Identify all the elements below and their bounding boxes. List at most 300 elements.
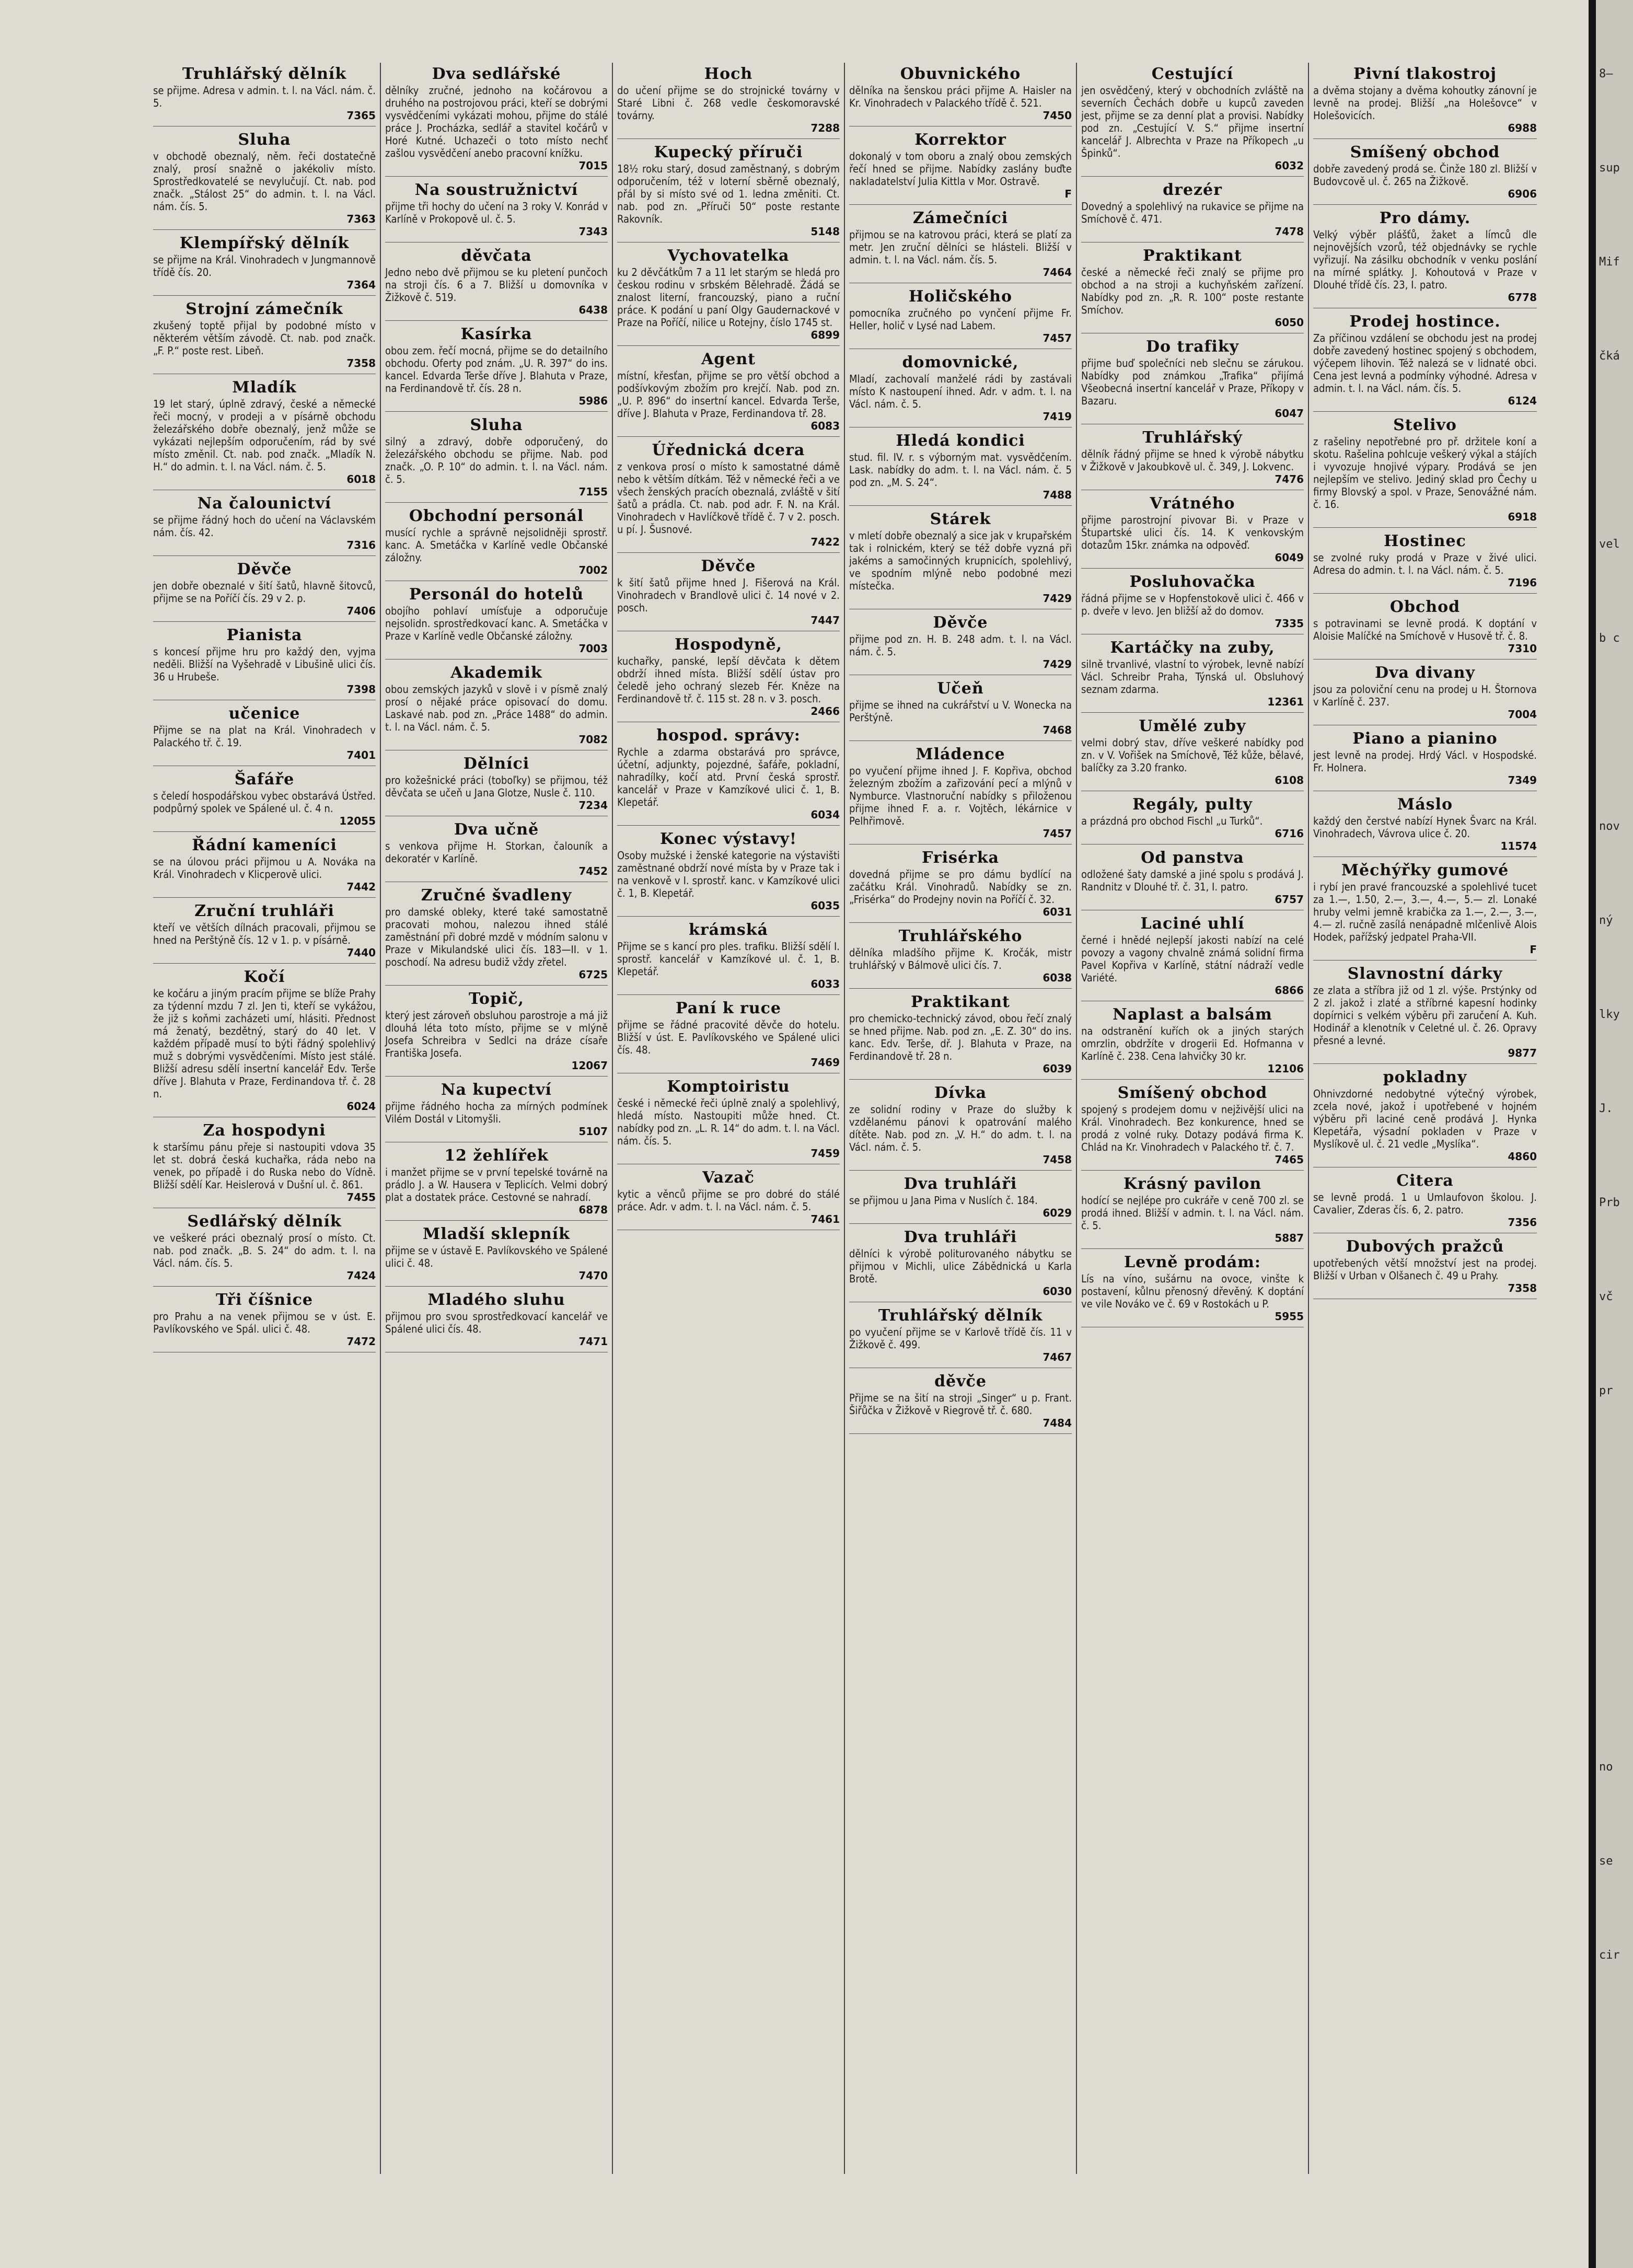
ad-body-text: přijme se ihned na cukrářství u V. Wonecka na Perštýně. <box>849 699 1072 724</box>
ad-number: 6024 <box>346 1100 376 1113</box>
ad-number: 6918 <box>1508 511 1537 523</box>
ad-number: 7316 <box>346 539 376 551</box>
ad-heading: Truhlářského <box>898 927 1023 945</box>
ad-number: 6039 <box>1043 1062 1072 1075</box>
ad-body-text: kuchařky, panské, lepší děvčata k dětem obdrží ihned místa. Bližší sdělí ústav pro čeledě jeho ochraný slezeb Fér. Kněze na Ferdinandově tř. č. 115 st. 28 n. v 3. posch. <box>617 655 840 705</box>
ad-number: 6988 <box>1508 122 1537 134</box>
classified-ad <box>1081 245 1304 333</box>
ad-number: 7470 <box>578 1269 608 1282</box>
classified-ad <box>385 583 608 659</box>
ad-heading: Umělé zuby <box>1139 717 1246 735</box>
classified-columns <box>149 63 1542 2174</box>
adjacent-page-fragment: b c <box>1599 632 1620 645</box>
classified-ad <box>617 919 840 995</box>
ad-body-text: ke kočáru a jiným pracím přijme se blíže Prahy za týdenní mzdu 7 zl. Jen ti, kteří se vykážou, že již s koňmi zacházeti umí, hlásiti. Přednost má ženatý, bezdětný, starý do 40 let. V každém případě musí to býti řádný spolehlivý muž s dobrými vysvědčeními. Místo jest stálé. Bližší adresu sdělí insertní kancelář Edv. Terše dříve J. Blahuta v Praze, Ferdinandova tř. č. 28 n. <box>153 987 376 1100</box>
ad-heading: Úřednická dcera <box>652 441 805 459</box>
ad-heading: Regály, pulty <box>1132 795 1253 814</box>
ad-heading: Vazač <box>702 1168 755 1187</box>
ad-body-text: musící rychle a správně nejsolidněji sprostř. kanc. A. Smetáčka v Karlíně vedle Občanské záložny. <box>385 526 608 564</box>
ad-body-text: pro chemicko-technický závod, obou řečí znalý se hned přijme. Nab. pod zn. „E. Z. 30“ do ins. kanc. Edv. Terše, dř. J. Blahuta v Praze, na Ferdinandově tř. 28 n. <box>849 1012 1072 1062</box>
ad-number: 6124 <box>1508 395 1537 407</box>
ad-body-text: české a německé řeči znalý se přijme pro obchod a na stroji a kuchyňském zařízení. Nabídky pod zn. „R. R. 100“ poste restante Smíchov. <box>1081 266 1304 316</box>
ad-heading: Dva divany <box>1375 664 1475 682</box>
adjacent-page-fragment: čká <box>1599 350 1620 363</box>
ad-number: 7288 <box>810 122 840 134</box>
classified-ad <box>617 245 840 346</box>
classified-ad <box>1081 1173 1304 1249</box>
ad-heading: Prodej hostince. <box>1349 313 1501 331</box>
classified-ad <box>385 662 608 750</box>
adjacent-page-fragment: vč <box>1599 1290 1613 1303</box>
ad-body-text: Přijme se na plat na Král. Vinohradech v Palackého tř. č. 19. <box>153 724 376 749</box>
ad-column-3 <box>613 63 845 2174</box>
ad-body-text: Velký výběr plášťů, žaket a límců dle nejnovějších vzorů, též objednávky se rychle vyřizují. Na zásilku obchodník v venku poslání na mírné splátky. J. Kohoutová v Praze v Dlouhé třídě čís. 23, I. patro. <box>1313 228 1537 291</box>
classified-ad <box>1313 207 1537 308</box>
ad-body-text: v mletí dobře obeznalý a sice jak v krupařském tak i rolnickém, který se též dobře vyzná při jakéms a samočinných krupnicích, spolehlivý, ve spodním mlýně nebo podobné mezi místečka. <box>849 529 1072 592</box>
classified-ad <box>153 492 376 556</box>
ad-number: 2466 <box>810 705 840 718</box>
ad-body-text: se levně prodá. 1 u Umlaufovon školou. J. Cavalier, Zderas čís. 6, 2. patro. <box>1313 1191 1537 1216</box>
ad-body-text: i rybí jen pravé francouzské a spolehlivé tucet za 1.—, 1.50, 2.—, 3.—, 4.—, 5.— zl. Lonaké hruby velmi jemně krabička za 1.—, 2.—, 3.—, 4.— zl. ručně zasílá nenápadně mlčenlivě Alois Hodek, pařížský jedpatel Praha-VII. <box>1313 881 1537 943</box>
ad-body-text: obou zem. řečí mocná, přijme se do detailního obchodu. Oferty pod znám. „U. R. 397“ do ins. kancel. Edvarda Terše dříve J. Blahuta v Praze, na Ferdinandově tř. čís. 28 n. <box>385 344 608 395</box>
ad-number: 5955 <box>1275 1310 1304 1323</box>
adjacent-page-fragment: ný <box>1599 914 1613 927</box>
ad-heading: drezér <box>1163 181 1222 199</box>
classified-ad <box>849 207 1072 283</box>
ad-body-text: dělníky zručné, jednoho na kočárovou a druhého na postrojovou práci, kteří se dobrými vysvědčeními vykázati mohou, přijme do stálé práce J. Procházka, sedlář a stavitel kočárů v Horé Kutné. Uchazeči o toto místo nechť zašlou vysvědčení anebo pracovní knížku. <box>385 84 608 159</box>
ad-heading: Dva sedlářské <box>432 65 561 83</box>
ad-body-text: přijme buď společníci neb slečnu se zárukou. Nabídky pod známkou „Trafika“ přijímá Všeobecná insertní kancelář v Praze, Příkopy v Bazaru. <box>1081 357 1304 407</box>
ad-heading: Klempířský dělník <box>179 234 350 252</box>
classified-ad <box>385 505 608 581</box>
ad-heading: Od panstva <box>1141 849 1244 867</box>
ad-heading: Vychovatelka <box>667 247 790 265</box>
ad-number: 7365 <box>346 109 376 122</box>
classified-ad <box>1081 1251 1304 1327</box>
classified-ad <box>849 1173 1072 1224</box>
ad-number: 7358 <box>1508 1282 1537 1294</box>
ad-heading: Truhlářský dělník <box>878 1306 1043 1325</box>
classified-ad <box>1313 414 1537 528</box>
classified-ad <box>385 414 608 503</box>
ad-body-text: stud. fil. IV. r. s výborným mat. vysvědčením. Lask. nabídky do adm. t. l. na Václ. nám. č. 5 pod zn. „M. S. 24“. <box>849 451 1072 489</box>
adjacent-page-fragment: no <box>1599 1761 1613 1774</box>
ad-heading: Máslo <box>1397 795 1453 814</box>
ad-number: 7422 <box>810 536 840 548</box>
classified-ad <box>1081 63 1304 177</box>
ad-number: 7450 <box>1043 109 1072 122</box>
ad-body-text: odložené šaty damské a jiné spolu s prodává J. Randnitz v Dlouhé tř. č. 31, I. patro. <box>1081 868 1304 893</box>
ad-body-text: pomocníka zručného po vynčení přijme Fr. Heller, holič v Lysé nad Labem. <box>849 307 1072 332</box>
ad-body-text: přijme se v ústavě E. Pavlíkovského ve Spálené ulici č. 48. <box>385 1244 608 1269</box>
ad-body-text: dělník řádný přijme se hned k výrobě nábytku v Žižkově v Jakoubkově ul. č. 349, J. Lokvenc. <box>1081 448 1304 473</box>
ad-body-text: velmi dobrý stav, dříve veškeré nabídky pod zn. v V. Vořišek na Smíchově, Též kůže, bělavé, balíčky za 3.20 franko. <box>1081 736 1304 774</box>
ad-heading: učenice <box>228 704 300 723</box>
ad-heading: Obchod <box>1389 598 1461 616</box>
ad-heading: Dívka <box>934 1084 987 1102</box>
ad-number: 6906 <box>1508 188 1537 200</box>
ad-heading: Hoch <box>704 65 753 83</box>
classified-ad <box>1313 662 1537 725</box>
ad-body-text: dělníci k výrobě politurovaného nábytku se přijmou v Michli, ulice Zábědnická u Karla Brotě. <box>849 1247 1072 1285</box>
classified-ad <box>617 1166 840 1230</box>
ad-heading: Obchodní personál <box>409 507 584 525</box>
ad-number: 7478 <box>1275 225 1304 238</box>
classified-ad <box>1313 1170 1537 1233</box>
classified-ad <box>849 508 1072 609</box>
ad-number: 6725 <box>578 968 608 981</box>
ad-number: 7082 <box>578 733 608 746</box>
adjacent-page-fragment: lky <box>1599 1008 1620 1021</box>
ad-heading: Šafáře <box>234 770 295 789</box>
classified-ad <box>1313 141 1537 205</box>
classified-ad <box>1081 335 1304 424</box>
classified-ad <box>849 991 1072 1080</box>
classified-ad <box>385 1223 608 1287</box>
classified-ad <box>153 900 376 964</box>
ad-body-text: a dvěma stojany a dvěma kohoutky zánovní je levně na prodej. Bližší „na Holešovce“ v Holešovicích. <box>1313 84 1537 122</box>
ad-number: 7458 <box>1043 1153 1072 1166</box>
ad-heading: Truhlářský dělník <box>182 65 347 83</box>
ad-heading: Mladík <box>232 378 297 397</box>
classified-ad <box>153 1119 376 1208</box>
ad-body-text: i manžet přijme se v první tepelské továrně na prádlo J. a W. Hausera v Teplicích. Velmi dobrý plat a dostatek práce. Cestovné se nahradí. <box>385 1166 608 1204</box>
ad-number: 7429 <box>1043 658 1072 670</box>
ad-number: 7406 <box>346 605 376 617</box>
ad-number: 7467 <box>1043 1351 1072 1363</box>
ad-body-text: se přijme na Král. Vinohradech v Jungmannově třídě čís. 20. <box>153 253 376 279</box>
ad-body-text: se přijme. Adresa v admin. t. l. na Václ. nám. č. 5. <box>153 84 376 109</box>
ad-body-text: pro damské obleky, které také samostatně pracovati mohou, nalezou ihned stálé zaměstnání při dobré mzdě v módním salonu v Praze v Mikulandské ulici čís. 183—II. v 1. poschodí. Na adresu budiž vždy zřetel. <box>385 906 608 968</box>
adjacent-page-fragment: pr <box>1599 1384 1613 1397</box>
ad-number: 7356 <box>1508 1216 1537 1229</box>
ad-number: 7003 <box>578 642 608 655</box>
ad-column-1 <box>149 63 381 2174</box>
ad-heading: Laciné uhlí <box>1140 915 1245 933</box>
classified-ad <box>1081 571 1304 634</box>
classified-ad <box>1313 859 1537 961</box>
ad-number: 7459 <box>810 1147 840 1160</box>
ad-number: 7004 <box>1508 708 1537 721</box>
ad-heading: Frisérka <box>922 849 999 867</box>
ad-column-4 <box>845 63 1077 2174</box>
classified-ad <box>1313 63 1537 139</box>
ad-heading: Slavnostní dárky <box>1347 965 1503 983</box>
ad-body-text: dovedná přijme se pro dámu bydlící na začátku Král. Vinohradů. Nabídky se zn. „Frisérka“ do Prodejny novin na Poříčí č. 32. <box>849 868 1072 906</box>
classified-ad <box>1081 793 1304 844</box>
ad-heading: Topič, <box>469 990 524 1008</box>
ad-heading: děvče <box>934 1372 987 1391</box>
classified-ad <box>1313 963 1537 1064</box>
ad-number: 12361 <box>1267 696 1304 708</box>
ad-number: 7310 <box>1508 642 1537 655</box>
ad-body-text: v obchodě obeznalý, něm. řeči dostatečně znalý, prosí snažně o jakékoliv místo. Sprostředkovatelé se nevylučují. Ct. nab. pod značk. „Stálost 25“ do admin. t. l. na Václ. nám. čís. 5. <box>153 150 376 213</box>
classified-ad <box>153 63 376 126</box>
classified-ad <box>1081 715 1304 791</box>
classified-ad <box>617 555 840 631</box>
ad-number: 7155 <box>578 485 608 498</box>
ad-number: 6866 <box>1275 984 1304 997</box>
ad-body-text: černé i hnědé nejlepší jakosti nabízí na celé povozy a vagony chvalně známá solidní firma Pavel Kopřiva v Karlíně, státní nádraží vedle Variété. <box>1081 934 1304 984</box>
ad-heading: pokladny <box>1383 1068 1467 1086</box>
classified-ad <box>1313 1235 1537 1299</box>
ad-number: 7363 <box>346 213 376 225</box>
classified-ad <box>1313 1066 1537 1167</box>
ad-body-text: dokonalý v tom oboru a znalý obou zemských řečí hned se přijme. Nabídky zaslány buďte nakladatelství Julia Kittla v Mor. Ostravě. <box>849 150 1072 188</box>
ad-body-text: jest levně na prodej. Hrdý Václ. v Hospodské. Fr. Holnera. <box>1313 749 1537 774</box>
ad-body-text: se na úlovou práci přijmou u A. Nováka na Král. Vinohradech v Klicperově ulici. <box>153 855 376 881</box>
ad-heading: Na čalounictví <box>197 494 332 513</box>
ad-body-text: pro Prahu a na venek přijmou se v úst. E. Pavlíkovského ve Spál. ulici č. 48. <box>153 1310 376 1335</box>
ad-heading: Komptoiristu <box>667 1078 790 1096</box>
ad-number: 7452 <box>578 865 608 877</box>
ad-body-text: Jedno nebo dvě přijmou se ku pletení punčoch na stroji čís. 6 a 7. Bližší u domovníka v Žižkově č. 519. <box>385 266 608 304</box>
ad-heading: Personál do hotelů <box>409 585 584 604</box>
ad-heading: Řádní kameníci <box>192 836 337 854</box>
ad-number: 6778 <box>1508 291 1537 304</box>
classified-ad <box>153 1210 376 1287</box>
ad-body-text: na odstranění kuřích ok a jiných starých omrzlin, obdržíte v drogerii Ed. Hofmanna v Karlíně č. 238. Cena lahvičky 30 kr. <box>1081 1025 1304 1062</box>
adjacent-page-fragment: J. <box>1599 1102 1613 1115</box>
ad-heading: Konec výstavy! <box>659 830 797 848</box>
ad-body-text: jsou za poloviční cenu na prodej u H. Štornova v Karlíně č. 237. <box>1313 683 1537 708</box>
classified-ad <box>849 430 1072 506</box>
ad-number: 7484 <box>1043 1417 1072 1429</box>
ad-number: 6108 <box>1275 774 1304 786</box>
classified-ad <box>617 439 840 553</box>
classified-ad <box>153 834 376 898</box>
ad-heading: domovnické, <box>902 353 1019 372</box>
ad-body-text: který jest zároveň obsluhou parostroje a má již dlouhá léta toto místo, přijme se v mlýně Josefa Schreibra v Sedlci na dráze císaře Františka Josefa. <box>385 1009 608 1059</box>
ad-body-text: s venkova přijme H. Storkan, čalouník a dekoratér v Karlíně. <box>385 840 608 865</box>
ad-heading: Hostinec <box>1384 532 1466 550</box>
classified-ad <box>1081 1003 1304 1080</box>
classified-ad <box>849 1226 1072 1302</box>
classified-ad <box>617 997 840 1073</box>
ad-number: F <box>1530 943 1537 956</box>
classified-ad <box>153 966 376 1117</box>
ad-number: 5887 <box>1275 1232 1304 1244</box>
ad-body-text: z venkova prosí o místo k samostatné dámě nebo k větším dítkám. Též v německé řeči a ve všech ženských pracích obeznalá, zvláště v šití šatů a prádla. Ct. nab. pod adr. F. N. na Král. Vinohradech v Havlíčkově třídě č. 7 v 2. posch. u pí. J. Šusnové. <box>617 460 840 536</box>
ad-body-text: po vyučení přijme se v Karlově třídě čís. 11 v Žižkově č. 499. <box>849 1326 1072 1351</box>
ad-body-text: a prázdná pro obchod Fischl „u Turků“. <box>1081 815 1263 827</box>
ad-number: 11574 <box>1500 840 1537 852</box>
classified-ad <box>849 925 1072 989</box>
ad-body-text: se zvolné ruky prodá v Praze v živé ulici. Adresa do admin. t. l. na Václ. nám. č. 5. <box>1313 551 1537 576</box>
ad-heading: Piano a pianino <box>1352 730 1498 748</box>
ad-number: 6047 <box>1275 407 1304 420</box>
ad-heading: Krásný pavilon <box>1123 1175 1262 1193</box>
classified-ad <box>153 768 376 832</box>
classified-ad <box>849 285 1072 349</box>
ad-body-text: dělníka mladšího přijme K. Kročák, mistr truhlářský v Bálmově ulici čís. 7. <box>849 946 1072 971</box>
ad-heading: Děvče <box>237 560 292 578</box>
ad-body-text: kytic a věnců přijme se pro dobré do stálé práce. Adr. v adm. t. l. na Václ. nám. č. 5. <box>617 1188 840 1213</box>
ad-body-text: 19 let starý, úplně zdravý, české a německé řeči mocný, v prodeji a v písárně obchodu železářského dobře obeznalý, jenž může se vykázati nejlepším odporučením, rád by své místo změnil. Ct. nab. pod značk. „Mladík N. H.“ do admin. t. l. na Václ. nám. č. 5. <box>153 398 376 473</box>
ad-number: 7464 <box>1043 266 1072 279</box>
ad-heading: děvčata <box>461 247 532 265</box>
ad-heading: Pivní tlakostroj <box>1353 65 1497 83</box>
ad-body-text: obou zemských jazyků v slově i v písmě znalý prosí o nějaké práce opisovací do domu. Laskavé nab. pod zn. „Práce 1488“ do admin. t. l. na Václ. nám. č. 5. <box>385 683 608 733</box>
ad-number: 7364 <box>346 279 376 291</box>
ad-heading: Zruční truhláři <box>194 902 334 920</box>
ad-number: 7419 <box>1043 410 1072 423</box>
ad-number: 6038 <box>1043 971 1072 984</box>
ad-body-text: jen dobře obeznalé v šití šatů, hlavně šitovců, přijme se na Poříčí čís. 29 v 2. p. <box>153 580 376 605</box>
ad-body-text: z rašeliny nepotřebné pro př. držitele koní a skotu. Rašelina pohlcuje veškerý výkal a stájích i vyvozuje hnojivé výpary. Prodává se jen nejlepším ve stelivo. Jediný sklad pro Čechy u firmy Blovský a spol. v Praze, Senovážné nám. č. 16. <box>1313 435 1537 511</box>
ad-body-text: Mladí, zachovalí manželé rádi by zastávali místo K nastoupení ihned. Adr. v adm. t. l. na Václ. nám. č. 5. <box>849 373 1072 410</box>
classified-ad <box>153 232 376 296</box>
binding-gutter <box>1589 0 1596 2268</box>
ad-number: 6049 <box>1275 551 1304 564</box>
ad-body-text: Přijme se na šití na stroji „Singer“ u p. Frant. Šiřůčka v Žižkově v Riegrově tř. č. 680. <box>849 1392 1072 1417</box>
classified-ad <box>153 702 376 766</box>
ad-number: 7457 <box>1043 332 1072 344</box>
classified-ad <box>617 63 840 139</box>
adjacent-page-fragment: nov <box>1599 820 1620 833</box>
ad-body-text: Ohnivzdorné nedobytné výtečný výrobek, zcela nové, jakož i upotřebené v hojném výběru při laciné ceně prodává J. Hynka Klepetářa, výsadní pokladen v Praze v Myslíkově ul. č. 21 vedle „Myslíka“. <box>1313 1087 1537 1150</box>
classified-ad <box>1313 596 1537 659</box>
ad-column-6 <box>1309 63 1541 2174</box>
classified-ad <box>385 245 608 321</box>
classified-ad <box>1313 793 1537 857</box>
classified-ad <box>849 847 1072 923</box>
ad-number: 7234 <box>578 799 608 812</box>
ad-heading: Na kupectví <box>441 1081 552 1099</box>
ad-heading: Stárek <box>930 510 991 528</box>
ad-heading: Učeň <box>937 679 984 698</box>
ad-number: 6438 <box>578 304 608 316</box>
classified-ad <box>617 633 840 722</box>
ad-number: 6029 <box>1043 1207 1072 1219</box>
ad-heading: Truhlářský <box>1142 429 1243 447</box>
ad-number: 6030 <box>1043 1285 1072 1298</box>
ad-heading: Paní k ruce <box>675 999 782 1017</box>
ad-number: 7002 <box>578 564 608 576</box>
ad-number: 7015 <box>578 159 608 172</box>
classified-ad <box>849 677 1072 741</box>
ad-number: 7461 <box>810 1213 840 1225</box>
ad-heading: Dubových pražců <box>1346 1237 1504 1256</box>
ad-number: F <box>1064 188 1072 200</box>
ad-number: 6757 <box>1275 893 1304 906</box>
classified-ad <box>1081 912 1304 1001</box>
classified-ad <box>849 129 1072 205</box>
ad-body-text: každý den čerstvé nabízí Hynek Švarc na Král. Vinohradech, Vávrova ulice č. 20. <box>1313 815 1537 840</box>
ad-body-text: řádná přijme se v Hopfenstokově ulici č. 466 v p. dveře v levo. Jen bližší až do domov. <box>1081 592 1304 617</box>
ad-body-text: Za příčinou vzdálení se obchodu jest na prodej dobře zavedený hostinec spojený s obchodem, výčepem lihovin. Též nalezá se v lidnaté obci. Cena jest levná a podmínky výhodné. Adresa v admin. t. l. na Václ. nám. čís. 5. <box>1313 332 1537 395</box>
ad-column-2 <box>381 63 613 2174</box>
ad-heading: Zámečníci <box>912 209 1009 227</box>
ad-number: 6033 <box>810 978 840 990</box>
classified-ad <box>617 1075 840 1164</box>
classified-ad <box>849 611 1072 675</box>
ad-number: 6032 <box>1275 159 1304 172</box>
ad-body-text: dobře zavedený prodá se. Činže 180 zl. Bližší v Budovcově ul. č. 265 na Žižkově. <box>1313 163 1537 188</box>
ad-heading: krámská <box>689 921 768 939</box>
ad-number: 7465 <box>1275 1153 1304 1166</box>
ad-number: 7358 <box>346 357 376 369</box>
ad-number: 6035 <box>810 899 840 912</box>
classified-ad <box>617 724 840 826</box>
classified-ad <box>1313 727 1537 791</box>
ad-number: 5107 <box>578 1125 608 1138</box>
ad-body-text: přijmou pro svou sprostředkovací kancelář ve Spálené ulici čís. 48. <box>385 1310 608 1335</box>
ad-body-text: dělníka na šenskou práci přijme A. Haisler na Kr. Vinohradech v Palackého třídě č. 521. <box>849 84 1072 109</box>
ad-heading: Dva truhláři <box>904 1175 1017 1193</box>
ad-heading: Cestující <box>1151 65 1234 83</box>
classified-ad <box>385 818 608 882</box>
classified-ad <box>617 141 840 242</box>
classified-ad <box>849 1082 1072 1171</box>
ad-heading: Pro dámy. <box>1379 209 1471 227</box>
ad-body-text: přijme tři hochy do učení na 3 roky V. Konrád v Karlíně v Prokopově ul. č. 5. <box>385 200 608 225</box>
ad-body-text: ze solidní rodiny v Praze do služby k vzdělanému pánovi k opatrování malého dítěte. Nab. pod zn. „V. H.“ do adm. t. l. na Václ. nám. č. 5. <box>849 1103 1072 1153</box>
ad-heading: Dělníci <box>463 755 530 773</box>
ad-number: 7398 <box>346 683 376 696</box>
ad-body-text: ve veškeré práci obeznalý prosí o místo. Ct. nab. pod značk. „B. S. 24“ do adm. t. l. na Václ. nám. čís. 5. <box>153 1232 376 1269</box>
ad-body-text: Rychle a zdarma obstarává pro správce, účetní, adjunkty, pojezdné, šafáře, pokladní, nahradílky, kočí atd. První česká sprostř. kancelář v Praze v Kamzíkové ulici č. 1, B. Klepetář. <box>617 746 840 808</box>
ad-body-text: přijme se řádné pracovité děvče do hotelu. Bližší v úst. E. Pavlíkovského ve Spálené ulici čís. 48. <box>617 1019 840 1056</box>
ad-number: 7424 <box>346 1269 376 1282</box>
classified-ad <box>385 323 608 412</box>
ad-body-text: s potravinami se levně prodá. K doptání v Aloisie Malíčké na Smíchově v Husově tř. č. 8. <box>1313 617 1537 642</box>
ad-body-text: české i německé řeči úplně znalý a spolehlivý, hledá místo. Nastoupiti může hned. Ct. nabídky pod zn. „L. R. 14“ do adm. t. l. na Václ. nám. čís. 5. <box>617 1097 840 1147</box>
ad-heading: Kočí <box>244 968 285 986</box>
ad-number: 5986 <box>578 395 608 407</box>
ad-number: 6031 <box>1043 906 1072 918</box>
ad-heading: Agent <box>701 350 756 368</box>
ad-body-text: silný a zdravý, dobře odporučený, do železářského obchodu se přijme. Nab. pod značk. „O. P. 10“ do admin. t. l. na Václ. nám. č. 5. <box>385 435 608 485</box>
ad-number: 7468 <box>1043 724 1072 736</box>
ad-heading: Mladého sluhu <box>427 1291 565 1309</box>
ad-number: 12055 <box>339 815 376 827</box>
ad-number: 6083 <box>810 420 840 432</box>
ad-body-text: Lís na víno, sušárnu na ovoce, vinšte k postavení, kůlnu přenosný dřevěný. K doptání ve vile Nováko ve č. 69 v Rostokách u P. <box>1081 1272 1304 1310</box>
ad-heading: Smíšený obchod <box>1350 143 1500 161</box>
ad-body-text: přijme pod zn. H. B. 248 adm. t. l. na Václ. nám. č. 5. <box>849 633 1072 658</box>
classified-ad <box>153 376 376 490</box>
ad-heading: Posluhovačka <box>1129 573 1256 591</box>
ad-heading: Sluha <box>470 416 523 434</box>
ad-heading: Stelivo <box>1393 416 1457 434</box>
ad-number: 7455 <box>346 1191 376 1204</box>
ad-heading: Korrektor <box>914 131 1006 149</box>
ad-heading: Kasírka <box>460 325 532 343</box>
ad-number: 12106 <box>1267 1062 1304 1075</box>
ad-body-text: pro kožešnické práci (toboľky) se přijmou, též děvčata se učeň u Jana Glotze, Nusle č. 110. <box>385 774 608 799</box>
classified-ad <box>617 348 840 437</box>
ad-body-text: Osoby mužské i ženské kategorie na výstavišti zaměstnané obdrží nové místa by v Praze tak i na venkově v I. sprostř. kanc. v Kamzíkové ulici č. 1, B. Klepetář. <box>617 849 840 899</box>
ad-body-text: upotřebených větší množství jest na prodej. Bližší v Urban v Olšanech č. 49 u Prahy. <box>1313 1257 1537 1282</box>
ad-heading: hospod. správy: <box>656 726 801 745</box>
classified-ad <box>1313 310 1537 412</box>
ad-heading: Sedlářský dělník <box>187 1212 342 1231</box>
ad-number: 7429 <box>1043 592 1072 605</box>
ad-number: 12067 <box>571 1059 608 1072</box>
ad-body-text: přijme řádného hocha za mírných podmínek Vilém Dostál v Litomyšli. <box>385 1100 608 1125</box>
ad-number: 6716 <box>1275 827 1304 840</box>
ad-number: 7447 <box>810 614 840 627</box>
adjacent-page-fragment: sup <box>1599 161 1620 175</box>
ad-number: 6878 <box>578 1204 608 1216</box>
classified-ad <box>617 828 840 917</box>
adjacent-page-fragment: 8— <box>1599 67 1613 80</box>
ad-body-text: k staršímu pánu přeje si nastoupiti vdova 35 let st. dobrá česká kuchařka, ráda nebo na venek, po případě i do Ruska nebo do Vídně. Bližší sdělí Kar. Heislerová v Dušní ul. č. 861. <box>153 1141 376 1191</box>
ad-heading: Hledá kondici <box>896 432 1025 450</box>
ad-heading: Citera <box>1396 1172 1454 1190</box>
classified-ad <box>385 1144 608 1221</box>
